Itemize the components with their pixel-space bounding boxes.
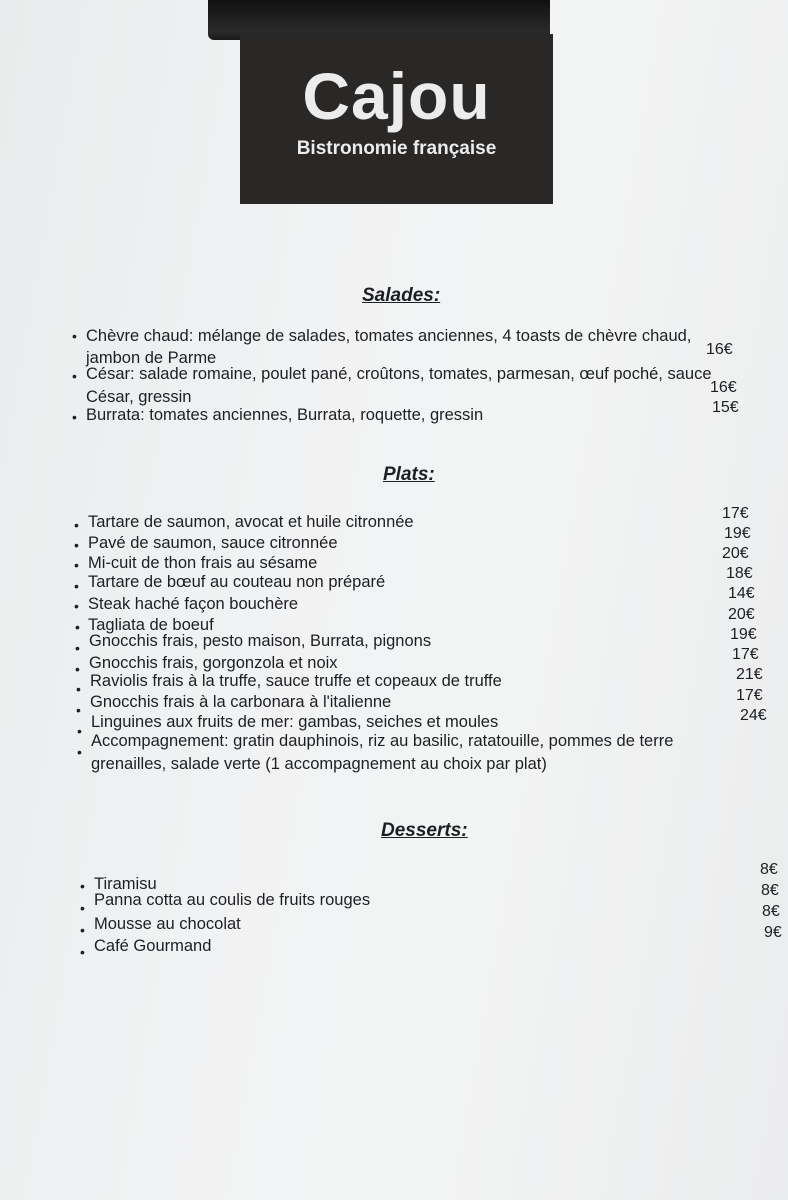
plat-price: 19€ <box>724 525 751 542</box>
plat-item: Gnocchis frais, gorgonzola et noix <box>89 654 338 672</box>
dessert-item: Café Gourmand <box>94 937 212 955</box>
plat-price: 20€ <box>728 606 755 623</box>
desserts-heading: Desserts: <box>381 820 468 841</box>
plat-item: Raviolis frais à la truffe, sauce truffe et copeaux de truffe <box>90 672 502 690</box>
bullet-icon: • <box>77 744 82 760</box>
bullet-icon: • <box>72 409 77 425</box>
bullet-icon: • <box>72 328 77 344</box>
dessert-price: 9€ <box>764 924 782 941</box>
salade-item-chevre-line1: Chèvre chaud: mélange de salades, tomates anciennes, 4 toasts de chèvre chaud, <box>86 327 692 345</box>
plat-item: Tartare de bœuf au couteau non préparé <box>88 573 386 591</box>
plat-price: 17€ <box>736 687 763 704</box>
plat-price: 20€ <box>722 545 749 562</box>
accompagnement-line2: grenailles, salade verte (1 accompagnement au choix par plat) <box>91 755 547 773</box>
bullet-icon: • <box>80 922 85 938</box>
bullet-icon: • <box>74 598 79 614</box>
plat-item: Mi-cuit de thon frais au sésame <box>88 554 318 572</box>
dessert-price: 8€ <box>761 882 779 899</box>
plat-price: 17€ <box>732 646 759 663</box>
salades-heading: Salades: <box>362 285 441 306</box>
bullet-icon: • <box>74 557 79 573</box>
dessert-item: Panna cotta au coulis de fruits rouges <box>94 891 371 909</box>
salade-item-chevre-line2: jambon de Parme <box>86 349 217 367</box>
bullet-icon: • <box>74 517 79 533</box>
plat-item: Gnocchis frais à la carbonara à l'italienne <box>90 693 392 711</box>
plat-price: 19€ <box>730 626 757 643</box>
plat-price: 18€ <box>726 565 753 582</box>
restaurant-name: Cajou <box>302 59 491 133</box>
plats-heading: Plats: <box>383 464 435 485</box>
dessert-item: Tiramisu <box>94 875 157 893</box>
salade-item-burrata-price: 15€ <box>712 399 739 416</box>
plat-item: Linguines aux fruits de mer: gambas, seiches et moules <box>91 713 499 731</box>
plat-price: 24€ <box>740 707 767 724</box>
plat-item: Tagliata de boeuf <box>88 616 214 634</box>
bullet-icon: • <box>75 640 80 656</box>
plat-price: 21€ <box>736 666 763 683</box>
bullet-icon: • <box>77 723 82 739</box>
dessert-item: Mousse au chocolat <box>94 915 241 933</box>
bullet-icon: • <box>74 537 79 553</box>
salade-item-chevre-price: 16€ <box>706 341 733 358</box>
plat-item: Gnocchis frais, pesto maison, Burrata, pignons <box>89 632 432 650</box>
plat-price: 17€ <box>722 505 749 522</box>
salade-item-cesar-line1: César: salade romaine, poulet pané, croûtons, tomates, parmesan, œuf poché, sauce <box>86 365 712 383</box>
plat-item: Tartare de saumon, avocat et huile citronnée <box>88 513 414 531</box>
bullet-icon: • <box>80 878 85 894</box>
dessert-price: 8€ <box>760 861 778 878</box>
dessert-price: 8€ <box>762 903 780 920</box>
bullet-icon: • <box>80 900 85 916</box>
bullet-icon: • <box>80 944 85 960</box>
accompagnement-line1: Accompagnement: gratin dauphinois, riz au basilic, ratatouille, pommes de terre <box>91 732 674 750</box>
bullet-icon: • <box>74 578 79 594</box>
restaurant-tagline: Bistronomie française <box>296 138 497 159</box>
plat-price: 14€ <box>728 585 755 602</box>
salade-item-cesar-line2: César, gressin <box>86 388 192 406</box>
plat-item: Steak haché façon bouchère <box>88 595 299 613</box>
restaurant-logo <box>240 34 553 204</box>
bullet-icon: • <box>76 702 81 718</box>
salade-item-burrata: Burrata: tomates anciennes, Burrata, roquette, gressin <box>86 406 484 424</box>
bullet-icon: • <box>76 681 81 697</box>
salade-item-cesar-price: 16€ <box>710 379 737 396</box>
bullet-icon: • <box>72 368 77 384</box>
plat-item: Pavé de saumon, sauce citronnée <box>88 534 338 552</box>
bullet-icon: • <box>75 619 80 635</box>
bullet-icon: • <box>75 661 80 677</box>
